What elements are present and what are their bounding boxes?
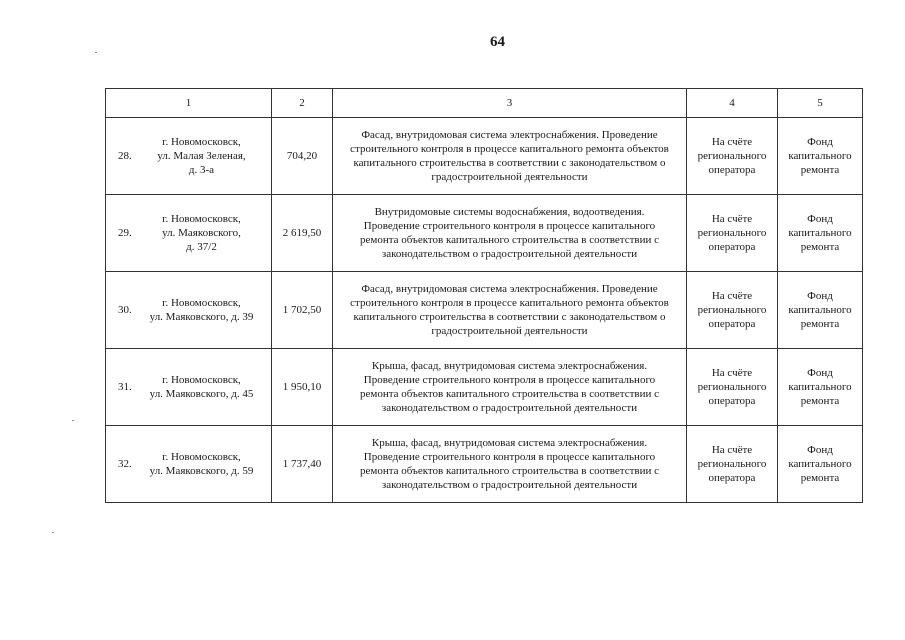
- fund-cell: [778, 349, 863, 426]
- amount-cell: 704,20: [272, 118, 333, 195]
- row-number: 32.: [118, 458, 132, 470]
- fund-line: ремонта: [800, 318, 840, 330]
- account-line: На счёте: [711, 367, 753, 379]
- description-line: ремонта объектов капитального строительства в соответствии с: [360, 465, 659, 477]
- capital-repair-table: [105, 88, 863, 503]
- fund-cell: [778, 195, 863, 272]
- description-line: Проведение строительного контроля в процессе капитального: [363, 451, 656, 463]
- address-line: ул. Маяковского, д. 59: [149, 465, 254, 477]
- account-line: регионального: [697, 458, 767, 470]
- scan-speck: [72, 420, 74, 421]
- account-line: На счёте: [711, 213, 753, 225]
- column-header: 3: [333, 89, 687, 118]
- address-cell: [106, 349, 272, 426]
- column-header: 5: [778, 89, 863, 118]
- description-line: Проведение строительного контроля в процессе капитального: [363, 374, 656, 386]
- address-line: г. Новомосковск,: [162, 136, 241, 148]
- account-line: На счёте: [711, 136, 753, 148]
- description-cell: [333, 426, 687, 503]
- address-cell: [106, 426, 272, 503]
- address-line: ул. Маяковского, д. 39: [149, 311, 254, 323]
- description-line: ремонта объектов капитального строительства в соответствии с: [360, 234, 659, 246]
- description-line: Крыша, фасад, внутридомовая система электроснабжения.: [371, 437, 648, 449]
- fund-line: ремонта: [800, 472, 840, 484]
- address-line: д. 37/2: [186, 241, 217, 253]
- table-row: [106, 349, 863, 426]
- column-header: 1: [106, 89, 272, 118]
- page-number: 64: [490, 34, 505, 50]
- account-line: оператора: [708, 318, 756, 330]
- address-line: г. Новомосковск,: [162, 297, 241, 309]
- address-line: д. 3-а: [188, 164, 215, 176]
- description-line: Проведение строительного контроля в процессе капитального: [363, 220, 656, 232]
- description-cell: [333, 272, 687, 349]
- description-line: градостроительной деятельности: [431, 325, 588, 337]
- description-line: Фасад, внутридомовая система электроснабжения. Проведение: [361, 283, 658, 295]
- description-line: ремонта объектов капитального строительства в соответствии с: [360, 388, 659, 400]
- fund-line: капитального: [788, 458, 852, 470]
- fund-line: Фонд: [807, 213, 833, 225]
- description-line: законодательством о градостроительной деятельности: [381, 479, 638, 491]
- column-header: 2: [272, 89, 333, 118]
- amount-cell: 1 950,10: [272, 349, 333, 426]
- description-cell: [333, 118, 687, 195]
- description-line: Внутридомовые системы водоснабжения, водоотведения.: [374, 206, 645, 218]
- fund-line: Фонд: [807, 136, 833, 148]
- account-line: регионального: [697, 150, 767, 162]
- description-cell: [333, 195, 687, 272]
- address-line: ул. Малая Зеленая,: [157, 150, 246, 162]
- row-number: 30.: [118, 304, 132, 316]
- account-line: оператора: [708, 395, 756, 407]
- column-header: 4: [687, 89, 778, 118]
- fund-cell: [778, 272, 863, 349]
- row-number: 28.: [118, 150, 132, 162]
- fund-line: ремонта: [800, 395, 840, 407]
- address-cell: [106, 118, 272, 195]
- description-line: законодательством о градостроительной деятельности: [381, 248, 638, 260]
- description-cell: [333, 349, 687, 426]
- account-line: регионального: [697, 381, 767, 393]
- fund-line: Фонд: [807, 290, 833, 302]
- scan-speck: [95, 52, 97, 53]
- description-line: капитального строительства в соответствии с законодательством о: [353, 311, 666, 323]
- table-row: [106, 272, 863, 349]
- description-line: Фасад, внутридомовая система электроснабжения. Проведение: [361, 129, 658, 141]
- address-line: г. Новомосковск,: [162, 213, 241, 225]
- address-line: г. Новомосковск,: [162, 374, 241, 386]
- account-line: На счёте: [711, 444, 753, 456]
- amount-cell: 2 619,50: [272, 195, 333, 272]
- account-cell: [687, 426, 778, 503]
- description-line: законодательством о градостроительной деятельности: [381, 402, 638, 414]
- fund-cell: [778, 426, 863, 503]
- table-header-row: [106, 89, 863, 118]
- description-line: строительного контроля в процессе капитального ремонта объектов: [350, 143, 669, 155]
- row-number: 31.: [118, 381, 132, 393]
- scan-speck: [52, 532, 54, 533]
- account-cell: [687, 195, 778, 272]
- fund-line: ремонта: [800, 241, 840, 253]
- fund-line: капитального: [788, 304, 852, 316]
- account-line: оператора: [708, 472, 756, 484]
- table-row: [106, 426, 863, 503]
- fund-line: капитального: [788, 227, 852, 239]
- fund-line: капитального: [788, 150, 852, 162]
- account-line: регионального: [697, 304, 767, 316]
- account-cell: [687, 349, 778, 426]
- address-cell: [106, 272, 272, 349]
- address-line: ул. Маяковского,: [162, 227, 241, 239]
- description-line: градостроительной деятельности: [431, 171, 588, 183]
- description-line: капитального строительства в соответствии с законодательством о: [353, 157, 666, 169]
- table-row: [106, 195, 863, 272]
- row-number: 29.: [118, 227, 132, 239]
- account-line: оператора: [708, 164, 756, 176]
- fund-line: Фонд: [807, 444, 833, 456]
- fund-cell: [778, 118, 863, 195]
- table-row: [106, 118, 863, 195]
- fund-line: ремонта: [800, 164, 840, 176]
- account-line: оператора: [708, 241, 756, 253]
- fund-line: капитального: [788, 381, 852, 393]
- account-cell: [687, 118, 778, 195]
- account-line: регионального: [697, 227, 767, 239]
- account-line: На счёте: [711, 290, 753, 302]
- account-cell: [687, 272, 778, 349]
- amount-cell: 1 737,40: [272, 426, 333, 503]
- address-cell: [106, 195, 272, 272]
- amount-cell: 1 702,50: [272, 272, 333, 349]
- fund-line: Фонд: [807, 367, 833, 379]
- description-line: строительного контроля в процессе капитального ремонта объектов: [350, 297, 669, 309]
- address-line: ул. Маяковского, д. 45: [149, 388, 254, 400]
- address-line: г. Новомосковск,: [162, 451, 241, 463]
- description-line: Крыша, фасад, внутридомовая система электроснабжения.: [371, 360, 648, 372]
